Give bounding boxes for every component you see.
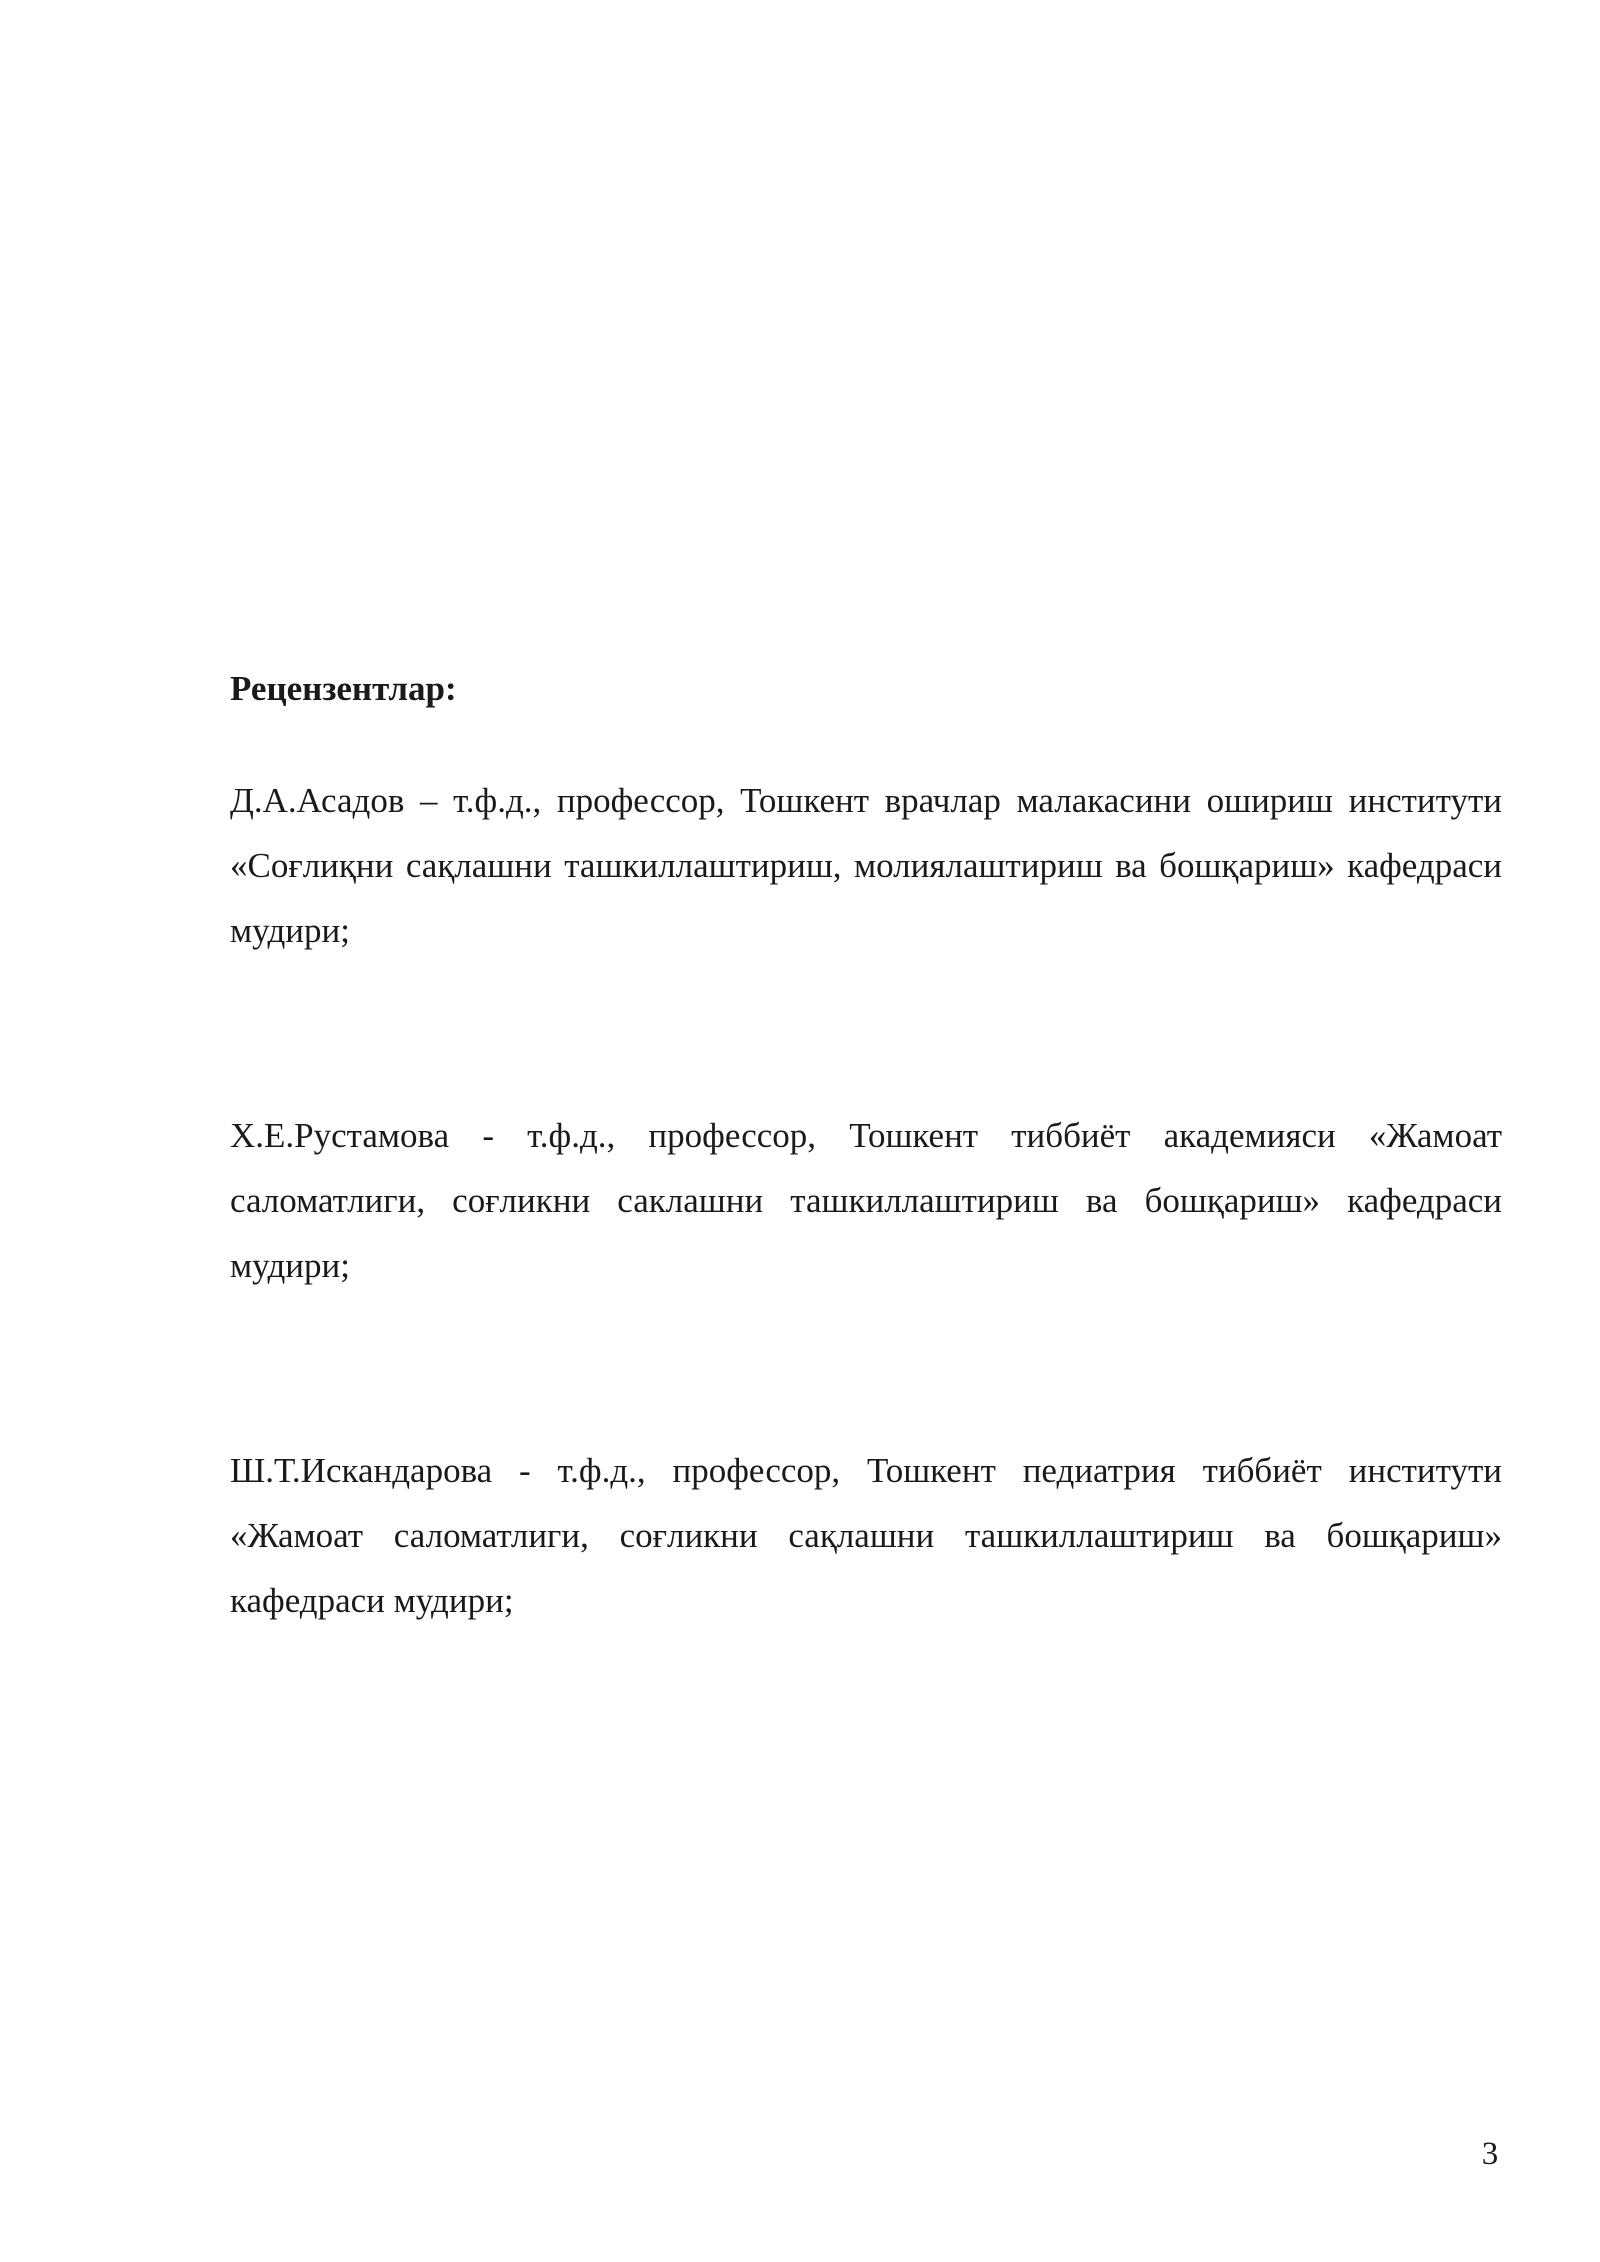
reviewers-section: [230, 664, 1502, 1633]
reviewer-asadov: Д.А.Асадов – т.ф.д., профессор, Тошкент врачлар малакасини ошириш институти «Соғлиқни сақлашни ташкиллаштириш, молиялаштириш ва бошқариш» кафедраси мудири;: [230, 781, 1502, 950]
reviewer-rustamova: Х.Е.Рустамова - т.ф.д., профессор, Тошкент тиббиёт академияси «Жамоат саломатлиги, соғликни саклашни ташкиллаштириш ва бошқариш» кафедраси мудири;: [230, 1116, 1502, 1285]
page-number: 3: [1481, 2136, 1499, 2172]
reviewer-iskandarova: Ш.Т.Искандарова - т.ф.д., профессор, Тошкент педиатрия тиббиёт институти «Жамоат саломатлиги, соғликни сақлашни ташкиллаштириш ва бошқариш» кафедраси мудири;: [230, 1451, 1502, 1620]
reviewers-heading: Рецензентлар:: [230, 669, 457, 708]
